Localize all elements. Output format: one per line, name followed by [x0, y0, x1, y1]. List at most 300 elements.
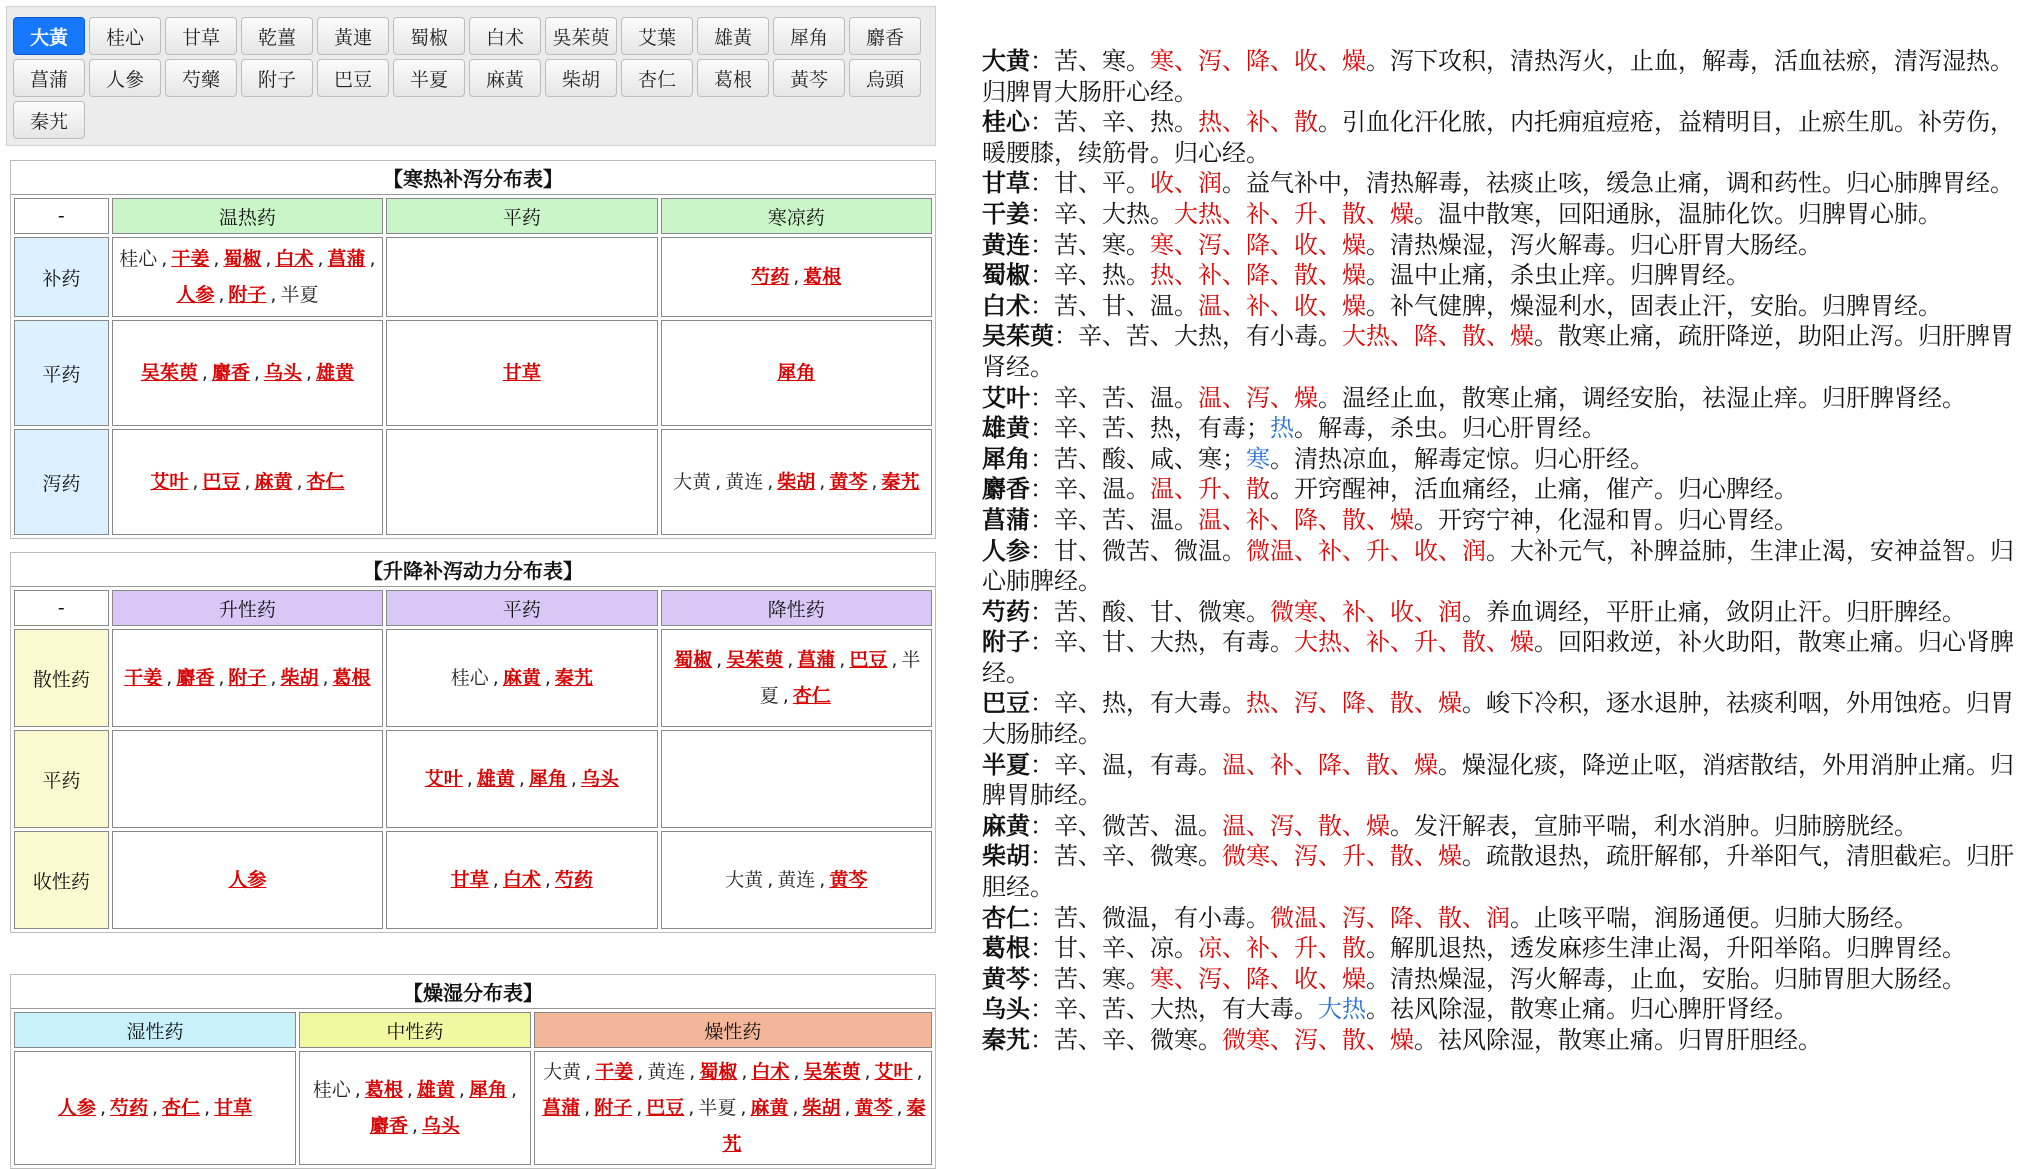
herb-entry — [982, 168, 2032, 199]
herb-link[interactable]: 乌头 — [580, 768, 619, 790]
table-row — [14, 429, 932, 535]
herb-link[interactable]: 麝香 — [211, 362, 250, 384]
herb-entry — [982, 46, 2032, 107]
herb-tab[interactable]: 犀角 — [773, 17, 845, 55]
herb-entry — [982, 903, 2032, 934]
comma-separator: , — [689, 1061, 696, 1083]
herb-tab[interactable]: 烏頭 — [849, 59, 921, 97]
herb-name: 犀角 — [982, 444, 1030, 473]
colon-separator: ： — [1030, 750, 1054, 779]
herb-link[interactable]: 艾叶 — [874, 1061, 913, 1083]
herb-entry — [982, 444, 2032, 475]
comma-separator: , — [204, 1097, 211, 1119]
comma-separator: , — [767, 869, 774, 891]
herb-tab[interactable]: 白术 — [469, 17, 541, 55]
herb-tab[interactable]: 黃連 — [317, 17, 389, 55]
herb-tab[interactable]: 葛根 — [697, 59, 769, 97]
herb-entry — [982, 811, 2032, 842]
herb-text: 半夏 — [280, 284, 319, 306]
herb-cell — [534, 1051, 932, 1165]
herb-tab[interactable]: 大黃 — [13, 17, 85, 55]
herb-link[interactable]: 乌头 — [421, 1115, 460, 1137]
herb-tab[interactable]: 人參 — [89, 59, 161, 97]
herb-link[interactable]: 黄芩 — [829, 471, 868, 493]
colon-separator: ： — [1030, 689, 1054, 718]
herb-description: 。疏散退热，疏肝解郁，升举阳气，清胆截疟。归肝胆经。 — [982, 842, 2014, 902]
herb-properties: 辛、热，有大毒。 — [1054, 689, 1246, 718]
comma-separator: , — [296, 471, 303, 493]
herb-properties: 辛、苦、温。 — [1054, 383, 1198, 412]
colon-separator: ： — [1030, 291, 1054, 320]
herb-properties: 辛、温。 — [1054, 475, 1150, 504]
row-label: 平药 — [14, 730, 109, 828]
herb-text: 桂心 — [450, 667, 489, 689]
comma-separator: , — [253, 362, 260, 384]
herb-link[interactable]: 麻黄 — [750, 1097, 789, 1119]
comma-separator: , — [270, 667, 277, 689]
column-header: - — [14, 198, 109, 234]
herb-link[interactable]: 雄黄 — [476, 768, 515, 790]
herb-text: 桂心 — [119, 248, 158, 270]
herb-tab-panel — [6, 6, 936, 146]
herb-cell — [386, 429, 657, 535]
herb-name: 巴豆 — [982, 689, 1030, 718]
herb-text: 大黄 — [673, 471, 712, 493]
comma-separator: , — [317, 248, 324, 270]
herb-tags: 大热、降、散、燥 — [1342, 322, 1534, 351]
herb-cell — [112, 320, 383, 426]
herb-entry — [982, 383, 2032, 414]
comma-separator: , — [584, 1097, 591, 1119]
herb-link[interactable]: 杏仁 — [162, 1097, 201, 1119]
row-label: 泻药 — [14, 429, 109, 535]
colon-separator: ： — [1030, 199, 1054, 228]
herb-link[interactable]: 犀角 — [528, 768, 567, 790]
herb-properties: 甘、微苦、微温。 — [1054, 536, 1246, 565]
colon-separator: ： — [1030, 934, 1054, 963]
herb-name: 桂心 — [982, 108, 1030, 137]
herb-description: 。燥湿化痰，降逆止呕，消痞散结，外用消肿止痛。归脾胃肺经。 — [982, 750, 2014, 810]
herb-tab[interactable]: 巴豆 — [317, 59, 389, 97]
herb-link[interactable]: 芍药 — [751, 266, 790, 288]
colon-separator: ： — [1030, 964, 1054, 993]
herb-tab[interactable]: 秦艽 — [13, 101, 85, 139]
herb-link[interactable]: 人参 — [228, 869, 267, 891]
herb-link[interactable]: 芍药 — [109, 1097, 148, 1119]
herb-properties: 辛、苦、温。 — [1054, 505, 1198, 534]
herb-properties: 苦、寒。 — [1054, 230, 1150, 259]
ascend-descend-table — [10, 552, 936, 933]
comma-separator: , — [767, 471, 774, 493]
herb-tab[interactable]: 芍藥 — [165, 59, 237, 97]
herb-name: 黄芩 — [982, 964, 1030, 993]
herb-name: 麻黄 — [982, 811, 1030, 840]
herb-properties: 苦、寒。 — [1054, 964, 1150, 993]
colon-separator: ： — [1054, 322, 1078, 351]
herb-tags: 微寒、补、收、润 — [1270, 597, 1462, 626]
herb-properties: 苦、甘、温。 — [1054, 291, 1198, 320]
herb-entry — [982, 321, 2032, 382]
comma-separator: , — [636, 1097, 643, 1119]
herb-description: 。引血化汗化脓，内托痈疽痘疮，益精明目，止瘀生肌。补劳伤，暖腰膝，续筋骨。归心经。 — [982, 108, 2014, 167]
row-label: 补药 — [14, 237, 109, 317]
colon-separator: ： — [1030, 230, 1054, 259]
herb-link[interactable]: 甘草 — [214, 1097, 253, 1119]
herb-tags: 大热、补、升、散、燥 — [1294, 628, 1534, 657]
cold-heat-table-title: 【寒热补泻分布表】 — [11, 161, 935, 195]
herb-link[interactable]: 干姜 — [595, 1061, 634, 1083]
herb-description: 。祛风除湿，散寒止痛。归胃肝胆经。 — [1414, 1026, 1822, 1054]
herb-name: 白术 — [982, 291, 1030, 320]
herb-cell — [661, 320, 932, 426]
comma-separator: , — [688, 1097, 695, 1119]
herb-entry — [982, 291, 2032, 322]
herb-entry — [982, 627, 2032, 688]
herb-tab[interactable]: 麻黃 — [469, 59, 541, 97]
table-row — [14, 629, 932, 727]
herb-properties: 辛、苦、大热，有小毒。 — [1078, 322, 1342, 351]
comma-separator: , — [787, 649, 794, 671]
column-header: 中性药 — [299, 1012, 531, 1048]
comma-separator: , — [201, 362, 208, 384]
herb-link[interactable]: 杏仁 — [306, 471, 345, 493]
herb-name: 蜀椒 — [982, 261, 1030, 290]
herb-link[interactable]: 白术 — [751, 1061, 790, 1083]
herb-text: 黄连 — [777, 869, 816, 891]
herb-tags: 寒 — [1246, 444, 1270, 473]
herb-link[interactable]: 葛根 — [803, 266, 842, 288]
herb-link[interactable]: 雄黄 — [316, 362, 355, 384]
comma-separator: , — [793, 266, 800, 288]
herb-tab[interactable]: 半夏 — [393, 59, 465, 97]
herb-tags: 温、补、降、散、燥 — [1198, 505, 1414, 534]
herb-link[interactable]: 干姜 — [171, 248, 210, 270]
comma-separator: , — [871, 471, 878, 493]
herb-tab[interactable]: 附子 — [241, 59, 313, 97]
herb-properties: 辛、微苦、温。 — [1054, 811, 1222, 840]
row-label: 散性药 — [14, 629, 109, 727]
herb-name: 芍药 — [982, 597, 1030, 626]
comma-separator: , — [492, 869, 499, 891]
herb-name: 甘草 — [982, 169, 1030, 198]
herb-link[interactable]: 巴豆 — [849, 649, 888, 671]
herb-link[interactable]: 葛根 — [364, 1079, 403, 1101]
herb-description: 。祛风除湿，散寒止痛。归心脾肝肾经。 — [1366, 995, 1798, 1024]
comma-separator: , — [518, 768, 525, 790]
herb-tags: 温、补、降、散、燥 — [1222, 750, 1438, 779]
herb-link[interactable]: 蜀椒 — [699, 1061, 738, 1083]
herb-tab[interactable]: 乾薑 — [241, 17, 313, 55]
herb-name: 乌头 — [982, 995, 1030, 1024]
herb-tab[interactable]: 甘草 — [165, 17, 237, 55]
herb-link[interactable]: 白术 — [502, 869, 541, 891]
herb-tab[interactable]: 菖蒲 — [13, 59, 85, 97]
herb-text: 黄连 — [725, 471, 764, 493]
comma-separator: , — [782, 685, 789, 707]
herb-properties: 苦、辛、热。 — [1054, 108, 1198, 137]
herb-properties: 苦、寒。 — [1054, 47, 1150, 75]
herb-tags: 温、升、散 — [1150, 475, 1270, 504]
herb-properties: 苦、微温，有小毒。 — [1054, 903, 1270, 932]
column-header: 寒凉药 — [661, 198, 932, 234]
comma-separator: , — [585, 1061, 592, 1083]
herb-properties: 辛、热。 — [1054, 261, 1150, 290]
herb-entry — [982, 505, 2032, 536]
herb-properties: 甘、平。 — [1054, 169, 1150, 198]
comma-separator: , — [166, 667, 173, 689]
herb-tags: 热、补、散 — [1198, 108, 1318, 137]
herb-link[interactable]: 艾叶 — [424, 768, 463, 790]
herb-name: 雄黄 — [982, 414, 1030, 443]
comma-separator: , — [192, 471, 199, 493]
herb-cell — [112, 629, 383, 727]
herb-tags: 热、补、降、散、燥 — [1150, 261, 1366, 290]
herb-tags: 温、补、收、燥 — [1198, 291, 1366, 320]
comma-separator: , — [839, 649, 846, 671]
herb-cell — [386, 629, 657, 727]
herb-link[interactable]: 甘草 — [502, 362, 541, 384]
herb-tags: 凉、补、升、散 — [1198, 934, 1366, 963]
herb-link[interactable]: 柴胡 — [280, 667, 319, 689]
herb-link[interactable]: 甘草 — [450, 869, 489, 891]
herb-link[interactable]: 干姜 — [124, 667, 163, 689]
herb-description: 。清热凉血，解毒定惊。归心肝经。 — [1270, 444, 1654, 473]
dry-wet-grid — [11, 1009, 935, 1168]
comma-separator: , — [458, 1079, 465, 1101]
column-header: - — [14, 590, 109, 626]
colon-separator: ： — [1030, 536, 1054, 565]
herb-entry — [982, 841, 2032, 902]
column-header: 降性药 — [661, 590, 932, 626]
herb-tags: 收、润 — [1150, 169, 1222, 198]
herb-description: 。止咳平喘，润肠通便。归肺大肠经。 — [1510, 903, 1918, 932]
herb-link[interactable]: 麻黄 — [502, 667, 541, 689]
herb-tags: 寒、泻、降、收、燥 — [1150, 230, 1366, 259]
herb-description: 。解肌退热，透发麻疹生津止渴，升阳举陷。归脾胃经。 — [1366, 934, 1966, 963]
herb-tab[interactable]: 桂心 — [89, 17, 161, 55]
comma-separator: , — [792, 1097, 799, 1119]
herb-properties: 苦、辛、微寒。 — [1054, 1026, 1222, 1054]
comma-separator: , — [544, 869, 551, 891]
comma-separator: , — [715, 471, 722, 493]
row-label: 收性药 — [14, 831, 109, 929]
comma-separator: , — [354, 1079, 361, 1101]
herb-description: 。养血调经，平肝止痛，敛阴止汗。归肝脾经。 — [1462, 597, 1966, 626]
herb-link[interactable]: 附子 — [228, 284, 267, 306]
table-row — [14, 831, 932, 929]
herb-tags: 寒、泻、降、收、燥 — [1150, 964, 1366, 993]
comma-separator: , — [544, 667, 551, 689]
herb-properties: 苦、酸、咸、寒； — [1054, 444, 1246, 473]
herb-text: 半夏 — [759, 649, 921, 707]
herb-tab[interactable]: 柴胡 — [545, 59, 617, 97]
herb-name: 吴茱萸 — [982, 322, 1054, 351]
herb-tab[interactable]: 蜀椒 — [393, 17, 465, 55]
table-row — [14, 730, 932, 828]
herb-tab[interactable]: 艾葉 — [621, 17, 693, 55]
comma-separator: , — [864, 1061, 871, 1083]
herb-name: 秦艽 — [982, 1026, 1030, 1054]
herb-link[interactable]: 巴豆 — [202, 471, 241, 493]
herb-cell — [661, 831, 932, 929]
herb-name: 葛根 — [982, 934, 1030, 963]
column-header: 燥性药 — [534, 1012, 932, 1048]
herb-link[interactable]: 吴茱萸 — [803, 1061, 861, 1083]
herb-link[interactable]: 秦艽 — [881, 471, 920, 493]
herb-cell — [14, 1051, 296, 1165]
herb-tab[interactable]: 吳茱萸 — [545, 17, 617, 55]
comma-separator: , — [819, 869, 826, 891]
herb-cell — [112, 831, 383, 929]
herb-link[interactable]: 附子 — [594, 1097, 633, 1119]
herb-link[interactable]: 葛根 — [332, 667, 371, 689]
herb-link[interactable]: 人参 — [176, 284, 215, 306]
comma-separator: , — [819, 471, 826, 493]
herb-link[interactable]: 蜀椒 — [223, 248, 262, 270]
colon-separator: ： — [1030, 628, 1054, 657]
herb-cell — [386, 320, 657, 426]
herb-description: 。开窍宁神，化湿和胃。归心胃经。 — [1414, 505, 1798, 534]
herb-link[interactable]: 艾叶 — [150, 471, 189, 493]
herb-properties: 苦、辛、微寒。 — [1054, 842, 1222, 871]
colon-separator: ： — [1030, 261, 1054, 290]
herb-tags: 寒、泻、降、收、燥 — [1150, 47, 1366, 75]
herb-link[interactable]: 麝香 — [369, 1115, 408, 1137]
comma-separator: , — [510, 1079, 518, 1101]
comma-separator: , — [270, 284, 277, 306]
herb-description: 。益气补中，清热解毒，祛痰止咳，缓急止痛，调和药性。归心肺脾胃经。 — [1222, 169, 2014, 198]
herb-link[interactable]: 吴茱萸 — [140, 362, 198, 384]
herb-link[interactable]: 秦艽 — [722, 1097, 926, 1155]
herb-link[interactable]: 柴胡 — [802, 1097, 841, 1119]
colon-separator: ： — [1030, 505, 1054, 534]
herb-entry — [982, 933, 2032, 964]
herb-link[interactable]: 人参 — [57, 1097, 96, 1119]
herb-name: 杏仁 — [982, 903, 1030, 932]
dry-wet-table — [10, 974, 936, 1169]
comma-separator: , — [213, 248, 220, 270]
herb-entry — [982, 994, 2032, 1025]
herb-link[interactable]: 吴茱萸 — [726, 649, 784, 671]
herb-tab[interactable]: 雄黃 — [697, 17, 769, 55]
herb-link[interactable]: 白术 — [275, 248, 314, 270]
ascend-descend-table-title: 【升降补泻动力分布表】 — [11, 553, 935, 587]
herb-description: 。散寒止痛，疏肝降逆，助阳止泻。归肝脾胃肾经。 — [982, 322, 2014, 381]
colon-separator: ： — [1030, 842, 1054, 871]
herb-tab[interactable]: 杏仁 — [621, 59, 693, 97]
colon-separator: ： — [1030, 811, 1054, 840]
ascend-descend-grid — [11, 587, 935, 932]
herb-entry — [982, 750, 2032, 811]
herb-properties: 辛、甘、大热，有毒。 — [1054, 628, 1294, 657]
herb-tags: 热、泻、降、散、燥 — [1246, 689, 1462, 718]
herb-link[interactable]: 菖蒲 — [542, 1097, 581, 1119]
comma-separator: , — [369, 248, 376, 270]
herb-link[interactable]: 菖蒲 — [327, 248, 366, 270]
herb-text: 桂心 — [312, 1079, 351, 1101]
herb-cell — [661, 730, 932, 828]
herb-entry — [982, 199, 2032, 230]
comma-separator: , — [896, 1097, 903, 1119]
herb-link[interactable]: 菖蒲 — [797, 649, 836, 671]
comma-separator: , — [244, 471, 251, 493]
comma-separator: , — [916, 1061, 923, 1083]
herb-tab[interactable]: 麝香 — [849, 17, 921, 55]
comma-separator: , — [741, 1061, 748, 1083]
herb-link[interactable]: 柴胡 — [777, 471, 816, 493]
herb-link[interactable]: 麝香 — [176, 667, 215, 689]
herb-cell — [661, 237, 932, 317]
column-header: 平药 — [386, 590, 657, 626]
herb-link[interactable]: 杏仁 — [792, 685, 831, 707]
comma-separator: , — [152, 1097, 159, 1119]
herb-entry — [982, 688, 2032, 749]
comma-separator: , — [637, 1061, 644, 1083]
herb-tab-grid — [13, 17, 929, 139]
herb-link[interactable]: 黄芩 — [854, 1097, 893, 1119]
comma-separator: , — [218, 667, 225, 689]
herb-link[interactable]: 麻黄 — [254, 471, 293, 493]
herb-cell — [112, 429, 383, 535]
comma-separator: , — [740, 1097, 747, 1119]
herb-text: 大黄 — [725, 869, 764, 891]
herb-entry — [982, 474, 2032, 505]
colon-separator: ： — [1030, 47, 1054, 75]
herb-link[interactable]: 蜀椒 — [674, 649, 713, 671]
column-header: 湿性药 — [14, 1012, 296, 1048]
herb-name: 麝香 — [982, 475, 1030, 504]
herb-cell — [661, 429, 932, 535]
column-header: 平药 — [386, 198, 657, 234]
comma-separator: , — [570, 768, 577, 790]
herb-tab[interactable]: 黃芩 — [773, 59, 845, 97]
herb-link[interactable]: 黄芩 — [829, 869, 868, 891]
herb-tags: 微温、补、升、收、润 — [1246, 536, 1486, 565]
herb-description: 。开窍醒神，活血痛经，止痛，催产。归心脾经。 — [1270, 475, 1798, 504]
dry-wet-table-title: 【燥湿分布表】 — [11, 975, 935, 1009]
herb-link[interactable]: 芍药 — [554, 869, 593, 891]
herb-name: 黄连 — [982, 230, 1030, 259]
comma-separator: , — [492, 667, 499, 689]
comma-separator: , — [322, 667, 329, 689]
colon-separator: ： — [1030, 383, 1054, 412]
herb-description: 。清热燥湿，泻火解毒。归心肝胃大肠经。 — [1366, 230, 1822, 259]
herb-cell — [386, 831, 657, 929]
comma-separator: , — [716, 649, 723, 671]
herb-name: 附子 — [982, 628, 1030, 657]
herb-link[interactable]: 秦艽 — [554, 667, 593, 689]
herb-name: 菖蒲 — [982, 505, 1030, 534]
herb-description: 。泻下攻积，清热泻火，止血，解毒，活血祛瘀，清泻湿热。归脾胃大肠肝心经。 — [982, 47, 2014, 106]
herb-link[interactable]: 巴豆 — [646, 1097, 685, 1119]
herb-tags: 热 — [1270, 414, 1294, 443]
herb-tags: 微温、泻、降、散、润 — [1270, 903, 1510, 932]
comma-separator: , — [161, 248, 168, 270]
herb-description: 。大补元气，补脾益肺，生津止渴，安神益智。归心肺脾经。 — [982, 536, 2014, 596]
table-row — [14, 237, 932, 317]
herb-link[interactable]: 雄黄 — [416, 1079, 455, 1101]
herb-cell — [112, 730, 383, 828]
herb-tags: 大热 — [1318, 995, 1366, 1024]
herb-link[interactable]: 犀角 — [777, 362, 816, 384]
herb-link[interactable]: 乌头 — [263, 362, 302, 384]
herb-description: 。温中止痛，杀虫止痒。归脾胃经。 — [1366, 261, 1750, 290]
herb-link[interactable]: 附子 — [228, 667, 267, 689]
herb-entry — [982, 413, 2032, 444]
herb-link[interactable]: 犀角 — [468, 1079, 507, 1101]
comma-separator: , — [218, 284, 225, 306]
herb-text: 半夏 — [698, 1097, 737, 1119]
